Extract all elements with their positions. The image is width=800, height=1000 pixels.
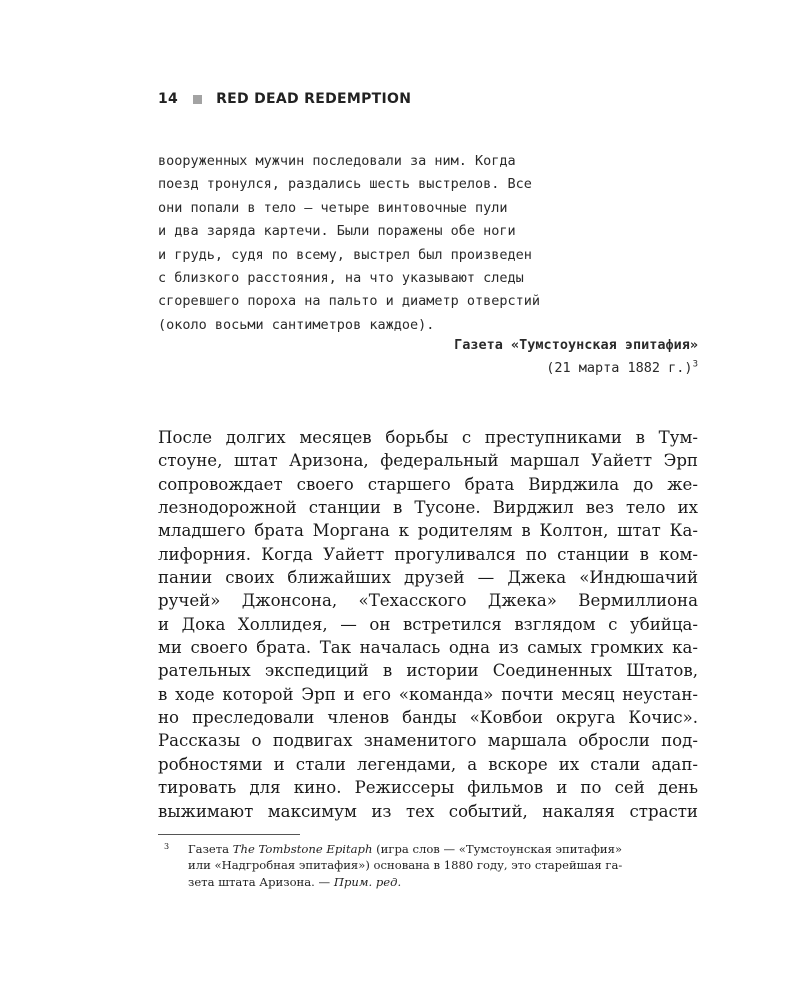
body-line: лифорния. Когда Уайетт прогуливался по станции в ком- — [158, 544, 698, 564]
body-line: робностями и стали легендами, а вскоре их стали адап- — [158, 754, 698, 774]
epigraph-date: (21 марта 1882 г.) — [546, 360, 693, 377]
running-header — [158, 91, 411, 107]
body-line: После долгих месяцев борьбы с преступниками в Тум- — [158, 428, 698, 447]
header-separator-square — [193, 95, 202, 104]
epigraph-line: поезд тронулся, раздались шесть выстрелов. Все — [158, 176, 532, 193]
footnote-number: 3 — [164, 842, 170, 851]
body-line: лезнодорожной станции в Тусоне. Вирджил вез тело их — [158, 498, 698, 518]
footnote-editor-note: Прим. ред. — [333, 874, 402, 889]
body-line: выжимают максимум из тех событий, накаляя страсти — [158, 801, 698, 821]
body-line: ручей» Джонсона, «Техасского Джека» Вермиллиона — [158, 591, 698, 611]
epigraph-line: и два заряда картечи. Были поражены обе ноги — [158, 223, 516, 240]
epigraph-line: они попали в тело — четыре винтовочные пули — [158, 199, 508, 216]
epigraph-line: вооруженных мужчин последовали за ним. Когда — [158, 153, 516, 169]
footnote-divider — [158, 834, 300, 835]
footnote-newspaper-title: The Tombstone Epitaph — [232, 842, 373, 856]
body-paragraph — [158, 426, 698, 823]
body-line: тировать для кино. Режиссеры фильмов и по сей день — [158, 778, 698, 798]
epigraph-date-line — [454, 357, 698, 380]
body-line: сопровождает своего старшего брата Вирджила до же- — [158, 474, 698, 494]
footnote — [158, 841, 698, 890]
body-line: младшего брата Моргана к родителям в Колтон, штат Ка- — [158, 521, 698, 541]
footnote-reference: 3 — [692, 359, 698, 370]
body-line: но преследовали членов банды «Ковбои округа Кочис». — [158, 708, 698, 728]
footnote-line — [188, 874, 698, 890]
page-number: 14 — [158, 91, 179, 107]
body-line: Рассказы о подвигах знаменитого маршала обросли под- — [158, 731, 698, 751]
body-line: стоуне, штат Аризона, федеральный маршал Уайетт Эрп — [158, 451, 698, 471]
body-line: пании своих ближайших друзей — Джека «Индюшачий — [158, 568, 698, 588]
body-line: рательных экспедиций в истории Соединенных Штатов, — [158, 661, 698, 681]
footnote-line3-prefix: зета штата Аризона. — — [188, 874, 334, 889]
book-title: RED DEAD REDEMPTION — [216, 91, 412, 107]
epigraph-line: сгоревшего пороха на пальто и диаметр отверстий — [158, 293, 541, 310]
body-line: в ходе которой Эрп и его «команда» почти месяц неустан- — [158, 684, 698, 704]
footnote-line1-suffix: (игра слов — «Тумстоунская эпитафия» — [372, 842, 623, 856]
footnote-text — [188, 841, 698, 890]
epigraph-attribution — [454, 334, 698, 381]
epigraph-source: Газета «Тумстоунская эпитафия» — [454, 337, 698, 353]
footnote-line — [188, 841, 698, 857]
epigraph-line: и грудь, судя по всему, выстрел был произведен — [158, 246, 532, 263]
body-line: ми своего брата. Так началась одна из самых громких ка- — [158, 638, 698, 658]
epigraph-quote — [158, 150, 698, 337]
body-line: и Дока Холлидея, — он встретился взглядом с убийца- — [158, 614, 698, 634]
epigraph-line: (около восьми сантиметров каждое). — [158, 316, 435, 333]
epigraph-line: с близкого расстояния, на что указывают следы — [158, 270, 524, 287]
footnote-line1-prefix: Газета — [188, 842, 233, 856]
footnote-line: или «Надгробная эпитафия») основана в 1880 году, это старейшая га- — [188, 858, 623, 873]
